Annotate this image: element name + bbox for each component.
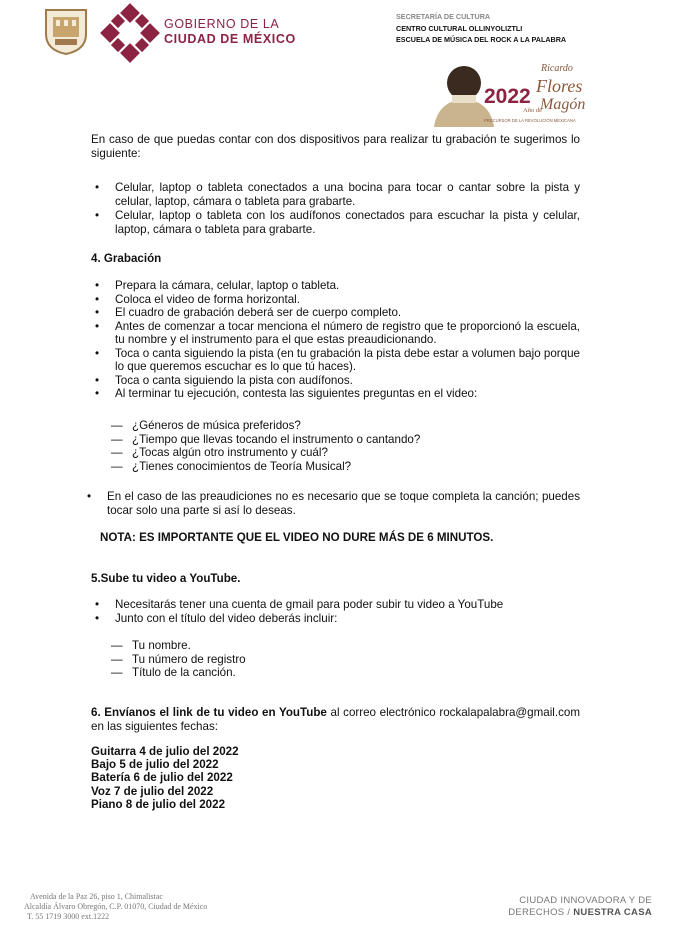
motto-line-1: CIUDAD INNOVADORA Y DE (519, 895, 652, 906)
list-item: — ¿Tiempo que llevas tocando el instrumento o cantando? (111, 433, 420, 447)
list-item: • Antes de comenzar a tocar menciona el número de registro que te proporcionó la escuela, tu nombre y el instrumento para el que estas preaudicionando. (91, 320, 580, 347)
address-line-2: Alcaldía Álvaro Obregón, C.P. 01070, Ciudad de México (24, 902, 208, 912)
list-item: • Junto con el título del video deberás incluir: (91, 612, 580, 626)
list-item: • Toca o canta siguiendo la pista (en tu grabación la pista debe estar a volumen bajo porque lo que queremos escuchar es lo que tú haces). (91, 347, 580, 374)
section-6-title: 6. Envíanos el link de tu video en YouTube (91, 706, 327, 719)
list-item: • El cuadro de grabación deberá ser de cuerpo completo. (91, 306, 580, 320)
gov-line-1: GOBIERNO DE LA (164, 17, 280, 31)
banner-year: 2022 (484, 85, 531, 108)
list-item: — Tu número de registro (111, 653, 246, 667)
list-item: • Al terminar tu ejecución, contesta las siguientes preguntas en el video: (91, 387, 580, 401)
motto-line-2b: NUESTRA CASA (573, 907, 652, 918)
list-item: — Título de la canción. (111, 666, 246, 680)
duration-note: NOTA: ES IMPORTANTE QUE EL VIDEO NO DURE MÁS DE 6 MINUTOS. (100, 531, 494, 544)
upload-requirements-list (91, 598, 580, 625)
title-include-list (111, 639, 246, 680)
date-item: Piano 8 de julio del 2022 (91, 797, 226, 811)
motto-line-2a: DERECHOS / (508, 907, 574, 918)
date-item: Batería 6 de julio del 2022 (91, 771, 233, 785)
video-questions-list (111, 419, 420, 473)
address-line-1: Avenida de la Paz 26, piso 1, Chimalistac (30, 892, 163, 901)
list-item: • Celular, laptop o tableta conectados a una bocina para tocar o cantar sobre la pista y celular, laptop, cámara o tableta para grabarte. (91, 181, 580, 208)
date-item: Bajo 5 de julio del 2022 (91, 758, 219, 772)
list-item: • Prepara la cámara, celular, laptop o tableta. (91, 279, 580, 293)
footer-motto (492, 895, 652, 919)
cdmx-logo (101, 4, 159, 62)
banner-last-name-2: Magón (540, 96, 586, 113)
intro-paragraph: En caso de que puedas contar con dos dispositivos para realizar tu grabación te sugerimos lo siguiente: (91, 133, 580, 160)
section-6-text: al correo electrónico rockalapalabra@gmail.com en las siguientes fechas: (91, 706, 580, 733)
year-banner-logo (430, 57, 586, 127)
list-item: • Celular, laptop o tableta con los audífonos conectados para escuchar la pista y celular, laptop, cámara o tableta para grabarte. (91, 209, 580, 236)
banner-tagline: PRECURSOR DE LA REVOLUCIÓN MEXICANA (484, 118, 576, 123)
list-item: — ¿Tienes conocimientos de Teoría Musical? (111, 460, 420, 474)
phone-line: T. 55 1719 3000 ext.1222 (27, 912, 110, 922)
list-item: • Toca o canta siguiendo la pista con audífonos. (91, 374, 580, 388)
list-item: • Necesitarás tener una cuenta de gmail para poder subir tu video a YouTube (91, 598, 580, 612)
section-4-title: 4. Grabación (91, 252, 162, 265)
section-6-paragraph (91, 706, 580, 733)
school-name: ESCUELA DE MÚSICA DEL ROCK A LA PALABRA (396, 35, 567, 44)
list-item: — Tu nombre. (111, 639, 246, 653)
list-item: — ¿Géneros de música preferidos? (111, 419, 420, 433)
coat-of-arms-logo (44, 8, 88, 56)
banner-year-label: Año de (523, 107, 542, 114)
footer-address (24, 892, 207, 923)
section-5-title: 5.Sube tu video a YouTube. (91, 572, 241, 585)
preaudition-note-list (83, 490, 580, 517)
submission-dates (91, 745, 239, 811)
date-item: Voz 7 de julio del 2022 (91, 784, 214, 798)
date-item: Guitarra 4 de julio del 2022 (91, 745, 239, 758)
institution-block (396, 11, 566, 46)
dependency-name: SECRETARÍA DE CULTURA (396, 12, 491, 21)
government-name (164, 17, 296, 47)
list-item: • Coloca el video de forma horizontal. (91, 293, 580, 307)
list-item: — ¿Tocas algún otro instrumento y cuál? (111, 446, 420, 460)
gov-line-2: CIUDAD DE MÉXICO (164, 32, 296, 46)
center-name: CENTRO CULTURAL OLLINYOLIZTLI (396, 23, 523, 33)
list-item: • En el caso de las preaudiciones no es necesario que se toque completa la canción; puedes tocar solo una parte si así lo deseas. (83, 490, 580, 517)
device-options-list (91, 181, 580, 236)
recording-steps-list (91, 279, 580, 401)
banner-last-name-1: Flores (536, 76, 583, 96)
banner-first-name: Ricardo (541, 63, 573, 74)
